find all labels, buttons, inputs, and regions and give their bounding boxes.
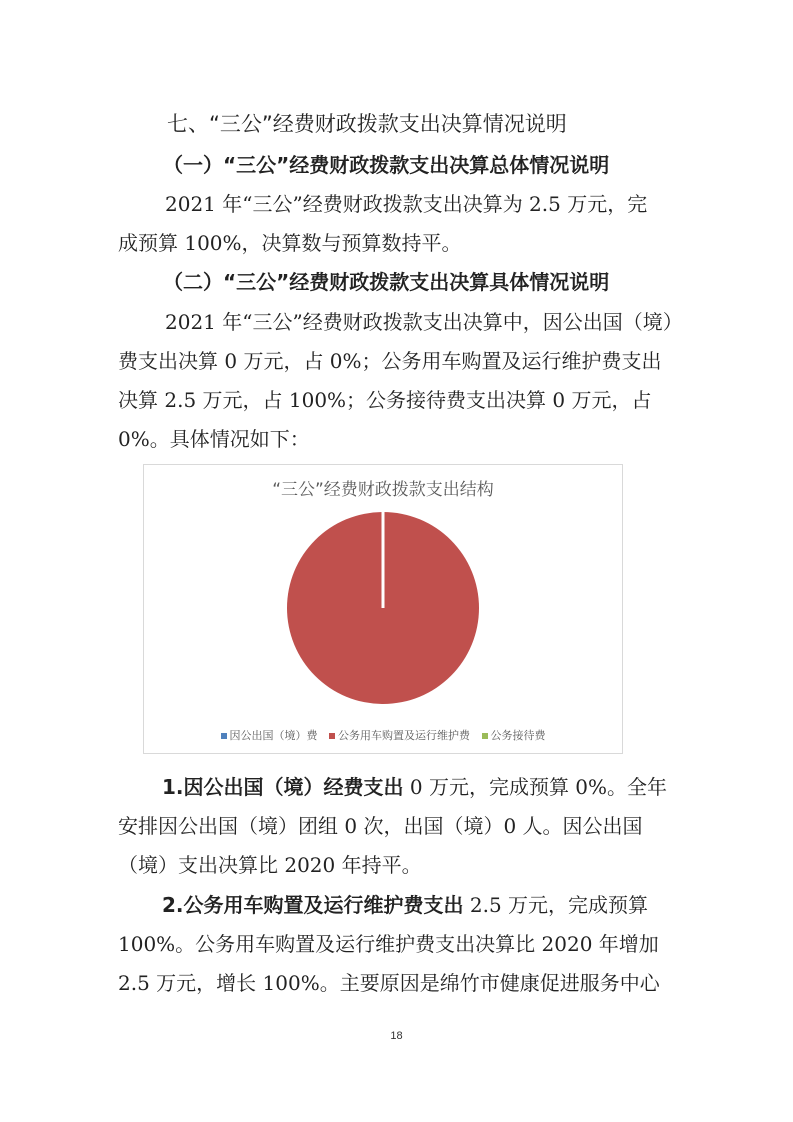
item-1-text: 0 万元，完成预算 0%。全年	[403, 775, 668, 799]
chart-title: “三公”经费财政拨款支出结构	[272, 480, 494, 500]
paragraph-1-line-2: 成预算 100%，决算数与预算数持平。	[118, 231, 462, 255]
item-2-line-3: 2.5 万元，增长 100%。主要原因是绵竹市健康促进服务中心	[118, 971, 660, 995]
item-1-line-2: 安排因公出国（境）团组 0 次，出国（境）0 人。因公出国	[118, 814, 643, 838]
legend-label-vehicles: 公务用车购置及运行维护费	[338, 729, 470, 742]
item-1-line-1	[162, 773, 793, 801]
legend-label-reception: 公务接待费	[490, 729, 546, 742]
item-2-title: 2.公务用车购置及运行维护费支出	[162, 893, 464, 917]
paragraph-2-line-4: 0%。具体情况如下：	[118, 427, 310, 451]
item-2-text: 2.5 万元，完成预算	[463, 893, 649, 917]
chart-legend	[144, 727, 622, 743]
legend-item-vehicles	[329, 727, 470, 743]
page-number: 18	[390, 1030, 403, 1042]
legend-swatch-overseas	[221, 733, 227, 739]
item-2-line-2: 100%。公务用车购置及运行维护费支出决算比 2020 年增加	[118, 932, 659, 956]
item-1-title: 1.因公出国（境）经费支出	[162, 775, 404, 799]
paragraph-2-line-1: 2021 年“三公”经费财政拨款支出决算中，因公出国（境）	[165, 310, 683, 334]
paragraph-2-line-2: 费支出决算 0 万元，占 0%；公务用车购置及运行维护费支出	[118, 349, 662, 373]
legend-item-reception	[482, 727, 546, 743]
legend-swatch-reception	[482, 733, 488, 739]
legend-label-overseas: 因公出国（境）费	[229, 729, 318, 742]
item-1-line-3: （境）支出决算比 2020 年持平。	[118, 853, 422, 877]
paragraph-1-line-1: 2021 年“三公”经费财政拨款支出决算为 2.5 万元，完	[165, 192, 648, 216]
section-heading: 七、“三公”经费财政拨款支出决算情况说明	[167, 112, 567, 136]
item-2-line-1	[162, 891, 793, 919]
pie-chart-svg	[144, 465, 622, 753]
subsection-heading-1: （一）“三公”经费财政拨款支出决算总体情况说明	[163, 153, 610, 177]
pie-chart	[143, 464, 623, 754]
paragraph-2-line-3: 决算 2.5 万元，占 100%；公务接待费支出决算 0 万元，占	[118, 388, 652, 412]
legend-item-overseas	[221, 727, 318, 743]
subsection-heading-2: （二）“三公”经费财政拨款支出决算具体情况说明	[163, 270, 610, 294]
legend-swatch-vehicles	[329, 733, 335, 739]
